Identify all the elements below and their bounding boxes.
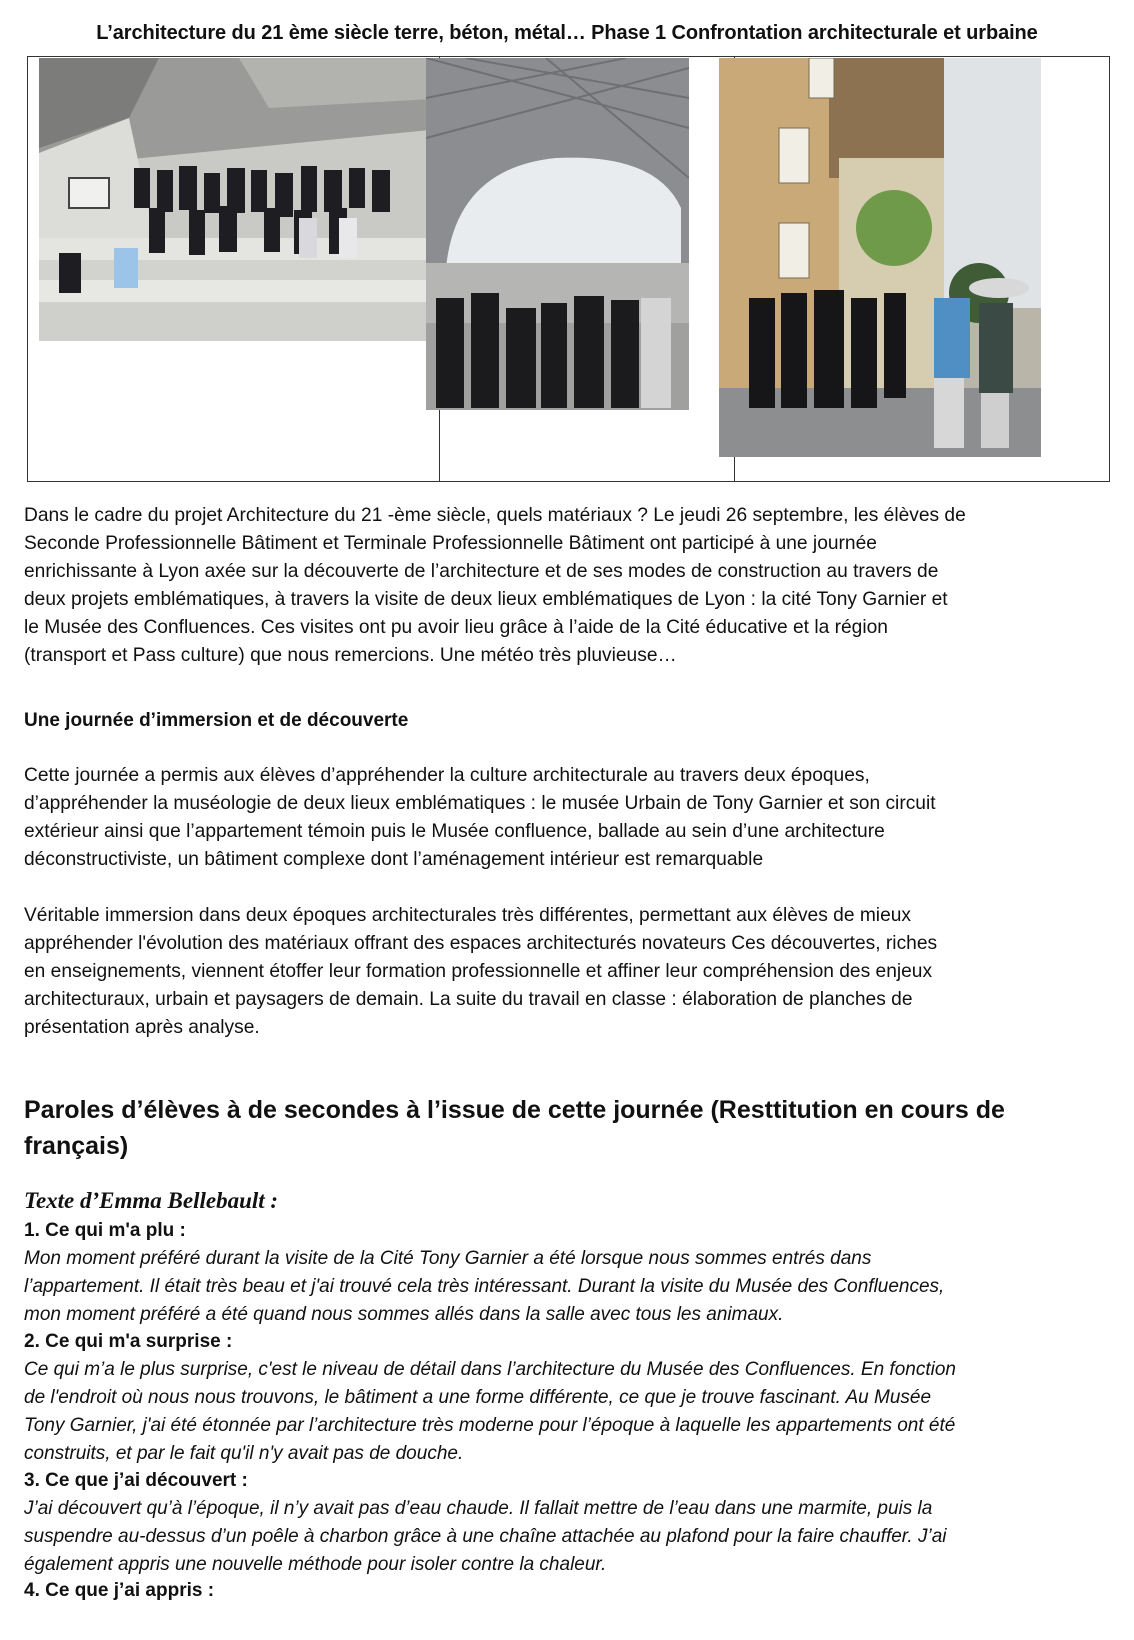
author-heading: Texte d’Emma Bellebault : xyxy=(24,1188,279,1213)
text-line: d’appréhender la muséologie de deux lieux emblématiques : le musée Urbain de Tony Garnier et son circuit xyxy=(24,793,936,814)
text-line: J’ai découvert qu’à l’époque, il n’y avait pas d’eau chaude. Il fallait mettre de l’eau dans une marmite, puis la xyxy=(24,1498,933,1519)
text-line: de l'endroit où nous nous trouvons, le bâtiment a une forme différente, ce que je trouve fascinant. Au Musée xyxy=(24,1387,932,1408)
text-line: enrichissante à Lyon axée sur la découverte de l’architecture et de ses modes de construction au travers de xyxy=(24,561,939,582)
text-line: Mon moment préféré durant la visite de la Cité Tony Garnier a été lorsque nous sommes entrés dans xyxy=(24,1248,872,1269)
photo-table xyxy=(27,56,1110,482)
page-title: L’architecture du 21 ème siècle terre, béton, métal… Phase 1 Confrontation architecturale et urbaine xyxy=(96,22,1038,44)
intro-paragraph xyxy=(24,502,1114,670)
text-line: le Musée des Confluences. Ces visites ont pu avoir lieu grâce à l’aide de la Cité éducative et la région xyxy=(24,617,888,638)
heading-line: Paroles d’élèves à de secondes à l’issue de cette journée (Resttitution en cours de xyxy=(24,1096,1005,1124)
text-line: en enseignements, viennent étoffer leur formation professionnelle et affiner leur compréhension des enjeux xyxy=(24,961,933,982)
text-line: déconstructiviste, un bâtiment complexe dont l’aménagement intérieur est remarquable xyxy=(24,849,764,870)
text-line: construits, et par le fait qu'il n'y avait pas de douche. xyxy=(24,1443,464,1464)
section-heading: Une journée d’immersion et de découverte xyxy=(24,710,409,731)
question-label: 1. Ce qui m'a plu : xyxy=(24,1220,186,1241)
photo-group-under-canopy xyxy=(426,58,689,410)
text-line: également appris une nouvelle méthode pour isoler contre la chaleur. xyxy=(24,1554,607,1575)
answer-paragraph xyxy=(24,1245,1116,1329)
text-line: Seconde Professionnelle Bâtiment et Terminale Professionnelle Bâtiment ont participé à une journée xyxy=(24,533,877,554)
text-line: suspendre au-dessus d’un poêle à charbon grâce à une chaîne attachée au plafond pour la faire chauffer. J’ai xyxy=(24,1526,947,1547)
text-line: Tony Garnier, j'ai été étonnée par l’architecture très moderne pour l’époque à laquelle les appartements ont été xyxy=(24,1415,956,1436)
question-label: 2. Ce qui m'a surprise : xyxy=(24,1331,233,1352)
question-label: 3. Ce que j’ai découvert : xyxy=(24,1470,248,1491)
heading-line: français) xyxy=(24,1132,129,1160)
text-line: l’appartement. Il était très beau et j'ai trouvé cela très intéressant. Durant la visite du Musée des Confluences, xyxy=(24,1276,945,1297)
text-line: Cette journée a permis aux élèves d’appréhender la culture architecturale au travers deux époques, xyxy=(24,765,870,786)
text-line: Dans le cadre du projet Architecture du 21 -ème siècle, quels matériaux ? Le jeudi 26 septembre, les élèves de xyxy=(24,505,966,526)
text-line: mon moment préféré a été quand nous sommes allés dans la salle avec tous les animaux. xyxy=(24,1304,784,1325)
text-line: extérieur ainsi que l’appartement témoin puis le Musée confluence, ballade au sein d’une architecture xyxy=(24,821,885,842)
text-line: Ce qui m’a le plus surprise, c'est le niveau de détail dans l’architecture du Musée des Confluences. En fonction xyxy=(24,1359,956,1380)
photo-group-seated-stairs xyxy=(39,58,451,341)
text-line: appréhender l'évolution des matériaux offrant des espaces architecturés novateurs Ces découvertes, riches xyxy=(24,933,938,954)
section1-paragraph-1 xyxy=(24,762,1114,874)
text-line: architecturaux, urbain et paysagers de demain. La suite du travail en classe : élaboration de planches de xyxy=(24,989,913,1010)
text-line: Véritable immersion dans deux époques architecturales très différentes, permettant aux élèves de mieux xyxy=(24,905,912,926)
answer-paragraph xyxy=(24,1495,1116,1579)
answer-paragraph xyxy=(24,1356,1116,1468)
text-line: (transport et Pass culture) que nous remercions. Une météo très pluvieuse… xyxy=(24,645,677,666)
section1-paragraph-2 xyxy=(24,902,1114,1042)
text-line: deux projets emblématiques, à travers la visite de deux lieux emblématiques de Lyon : la cité Tony Garnier et xyxy=(24,589,948,610)
section2-heading xyxy=(24,1092,1114,1164)
question-label: 4. Ce que j’ai appris : xyxy=(24,1580,215,1601)
text-line: présentation après analyse. xyxy=(24,1017,260,1038)
photo-group-mural-wall xyxy=(719,58,1041,457)
